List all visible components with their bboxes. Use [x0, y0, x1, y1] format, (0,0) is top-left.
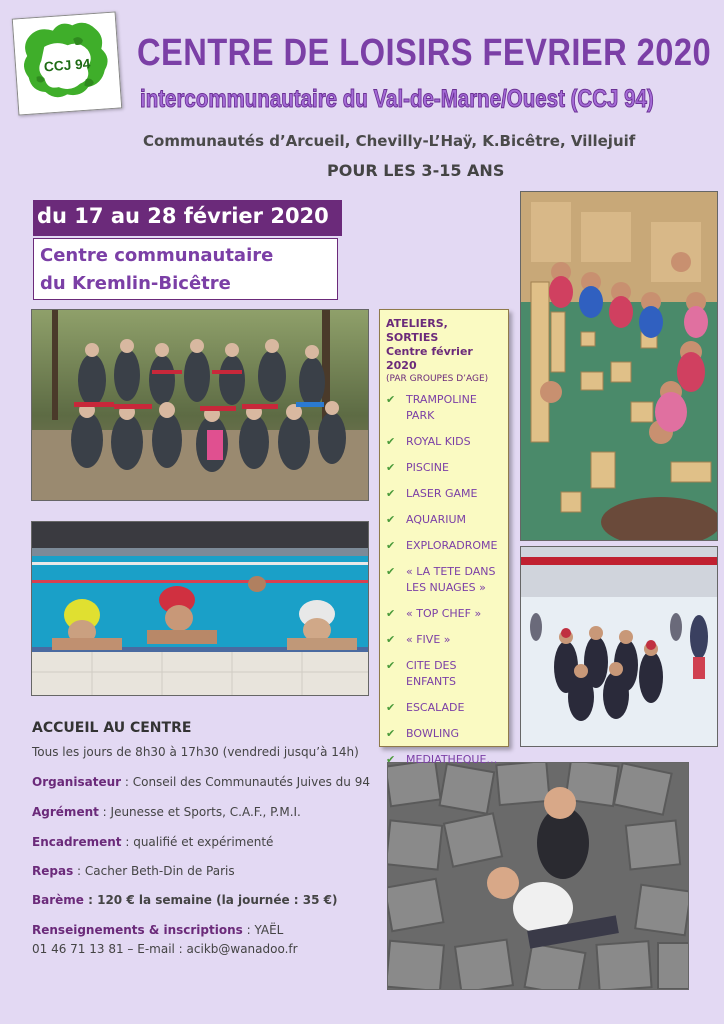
renseignements-line: Renseignements & inscriptions : YAËL	[32, 923, 284, 937]
list-item: ✔ ROYAL KIDS	[386, 435, 471, 448]
bareme-line: Barème : 120 € la semaine (la journée : 35 €)	[32, 893, 338, 907]
photo-ice-skating	[520, 546, 718, 747]
list-item: ✔ TRAMPOLINE PARK	[386, 393, 477, 422]
activities-title: ATELIERS, SORTIES	[386, 317, 448, 344]
list-item: ✔ BOWLING	[386, 727, 460, 740]
photo-kapla-blocks	[520, 191, 718, 541]
list-item: ✔ CITE DES ENFANTS	[386, 659, 457, 688]
checkmark-icon: ✔	[386, 565, 396, 578]
organisateur-line: Organisateur : Conseil des Communautés Juives du 94	[32, 775, 370, 789]
list-item: ✔ EXPLORADROME	[386, 539, 498, 552]
opening-hours: Tous les jours de 8h30 à 17h30 (vendredi jusqu’à 14h)	[32, 745, 359, 759]
list-item: ✔ MEDIATHEQUE…	[386, 753, 498, 766]
agrement-line: Agrément : Jeunesse et Sports, C.A.F., P.M.I.	[32, 805, 301, 819]
list-item: ✔ « LA TETE DANS LES NUAGES »	[386, 565, 496, 594]
communities-line: Communautés d’Arcueil, Chevilly-L’Haÿ, K.Bicêtre, Villejuif	[143, 132, 636, 150]
repas-line: Repas : Cacher Beth-Din de Paris	[32, 864, 235, 878]
list-item: ✔ PISCINE	[386, 461, 449, 474]
checkmark-icon: ✔	[386, 393, 396, 406]
list-item: ✔ ESCALADE	[386, 701, 465, 714]
activities-list	[386, 392, 502, 768]
encadrement-line: Encadrement : qualifié et expérimenté	[32, 835, 274, 849]
ccj94-logo	[12, 11, 123, 115]
list-item: ✔ « FIVE »	[386, 633, 451, 646]
checkmark-icon: ✔	[386, 435, 396, 448]
activities-box	[379, 309, 509, 766]
activities-subtitle: Centre février 2020	[386, 345, 473, 372]
location-line-1: Centre communautaire	[40, 245, 274, 266]
accueil-heading: ACCUEIL AU CENTRE	[32, 720, 192, 736]
activities-age-note: (PAR GROUPES D’AGE)	[386, 374, 489, 384]
date-banner: du 17 au 28 février 2020	[33, 200, 342, 236]
location-box	[33, 238, 338, 300]
checkmark-icon: ✔	[386, 727, 396, 740]
checkmark-icon: ✔	[386, 659, 396, 672]
age-range: POUR LES 3-15 ANS	[327, 161, 505, 180]
list-item: ✔ LASER GAME	[386, 487, 478, 500]
puzzle-logo-icon	[13, 13, 121, 115]
checkmark-icon: ✔	[386, 461, 396, 474]
checkmark-icon: ✔	[386, 701, 396, 714]
checkmark-icon: ✔	[386, 487, 396, 500]
logo-text: CCJ 94	[43, 56, 91, 75]
checkmark-icon: ✔	[386, 513, 396, 526]
page-subtitle: intercommunautaire du Val-de-Marne/Ouest (CCJ 94)	[140, 85, 654, 113]
checkmark-icon: ✔	[386, 539, 396, 552]
page-title: CENTRE DE LOISIRS FEVRIER 2020	[137, 32, 712, 74]
list-item: ✔ « TOP CHEF »	[386, 607, 482, 620]
checkmark-icon: ✔	[386, 753, 396, 766]
checkmark-icon: ✔	[386, 607, 396, 620]
photo-foam-pit	[387, 762, 689, 990]
list-item: ✔ AQUARIUM	[386, 513, 466, 526]
photo-laser-game-group	[31, 309, 369, 501]
photo-swimming-pool	[31, 521, 369, 696]
checkmark-icon: ✔	[386, 633, 396, 646]
location-line-2: du Kremlin-Bicêtre	[40, 273, 231, 294]
contact-line: 01 46 71 13 81 – E-mail : acikb@wanadoo.fr	[32, 942, 298, 956]
